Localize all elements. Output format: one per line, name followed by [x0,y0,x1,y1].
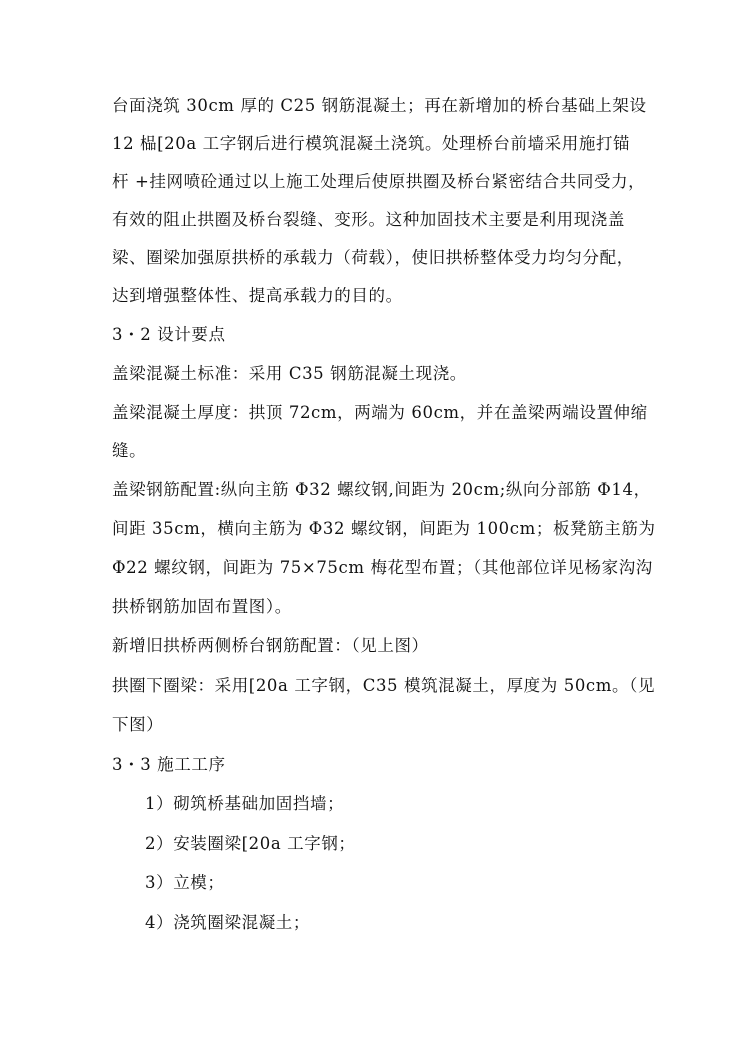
paragraph-line: 下图） [112,715,164,734]
paragraph-line: 拱桥钢筋加固布置图）。 [112,597,292,616]
paragraph-line: 杆 +挂网喷砼通过以上施工处理后使原拱圈及桥台紧密结合共同受力， [112,172,646,191]
paragraph-line: 有效的阻止拱圈及桥台裂缝、变形。这种加固技术主要是利用现浇盖 [112,210,625,229]
paragraph-line: 缝。 [112,441,147,460]
paragraph-line: 梁、圈梁加强原拱桥的承载力（荷载），使旧拱桥整体受力均匀分配， [112,248,634,267]
section-heading: 3・3 施工工序 [112,755,226,774]
paragraph-line: 新增旧拱桥两侧桥台钢筋配置：（见上图） [112,636,429,655]
list-item: 2）安装圈梁[20a 工字钢； [145,834,356,853]
list-item: 4）浇筑圈梁混凝土； [145,913,310,932]
paragraph-line: 12 榀[20a 工字钢后进行模筑混凝土浇筑。处理桥台前墙采用施打锚 [112,134,631,153]
paragraph-line: 间距 35cm，横向主筋为 Φ32 螺纹钢，间距为 100cm；板凳筋主筋为 [112,519,656,538]
paragraph-line: 台面浇筑 30cm 厚的 C25 钢筋混凝土；再在新增加的桥台基础上架设 [112,96,647,115]
paragraph-line: 盖梁混凝土标准：采用 C35 钢筋混凝土现浇。 [112,364,467,383]
list-item: 1）砌筑桥基础加固挡墙； [145,794,345,813]
paragraph-line: 盖梁钢筋配置:纵向主筋 Φ32 螺纹钢,间距为 20cm;纵向分部筋 Φ14， [112,480,651,499]
section-heading: 3・2 设计要点 [112,325,226,344]
paragraph-line: 达到增强整体性、提高承载力的目的。 [112,286,403,305]
paragraph-line: Φ22 螺纹钢，间距为 75×75cm 梅花型布置；（其他部位详见杨家沟沟 [112,558,653,577]
paragraph-line: 盖梁混凝土厚度：拱顶 72cm，两端为 60cm，并在盖梁两端设置伸缩 [112,403,648,422]
list-item: 3）立模； [145,873,225,892]
paragraph-line: 拱圈下圈梁：采用[20a 工字钢，C35 模筑混凝土，厚度为 50cm。（见 [112,676,656,695]
